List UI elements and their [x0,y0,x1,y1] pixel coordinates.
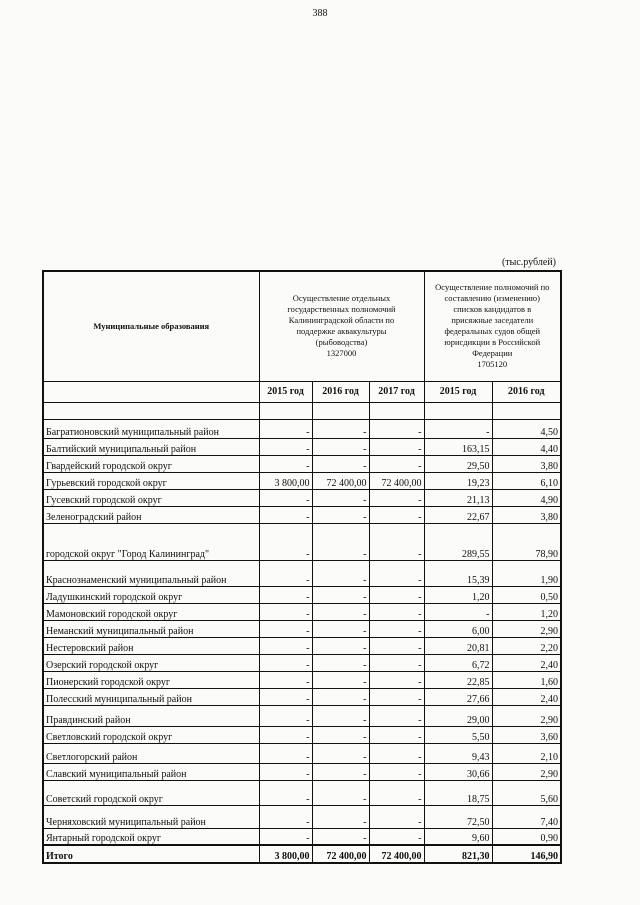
value-cell: - [312,438,369,455]
value-cell: 2,20 [492,637,561,654]
value-cell: - [312,726,369,743]
value-cell: - [312,523,369,560]
value-cell: - [312,560,369,586]
value-cell: - [259,603,312,620]
value-cell: 22,85 [424,671,492,688]
value-cell: - [369,586,424,603]
municipality-name: городской округ "Город Калининград" [43,523,259,560]
page-number: 388 [312,8,328,19]
value-cell: 2,90 [492,620,561,637]
table-row [43,620,561,637]
value-cell: 27,66 [424,688,492,705]
table-row [43,419,561,438]
value-cell: - [369,743,424,763]
value-cell: - [259,688,312,705]
value-cell: 1,20 [492,603,561,620]
value-cell: 3,80 [492,455,561,472]
value-cell: - [259,763,312,780]
value-cell: - [312,489,369,506]
value-cell: 1,60 [492,671,561,688]
value-cell: - [369,620,424,637]
value-cell: - [259,455,312,472]
total-cell: 821,30 [424,845,492,863]
value-cell: - [312,780,369,805]
value-cell: - [259,438,312,455]
value-cell: - [369,763,424,780]
value-cell: - [369,506,424,523]
value-cell: - [312,637,369,654]
table-header-row [43,271,561,381]
value-cell: 0,90 [492,828,561,845]
value-cell: - [369,688,424,705]
value-cell: - [369,805,424,828]
value-cell: - [312,506,369,523]
value-cell: 1,90 [492,560,561,586]
value-cell: - [312,671,369,688]
value-cell: - [369,726,424,743]
value-cell: 4,90 [492,489,561,506]
value-cell: - [312,828,369,845]
value-cell: 19,23 [424,472,492,489]
value-cell: - [259,586,312,603]
value-cell: - [369,671,424,688]
value-cell: 72,50 [424,805,492,828]
value-cell: - [312,455,369,472]
value-cell: - [369,560,424,586]
value-cell: 289,55 [424,523,492,560]
table-row [43,438,561,455]
value-cell: 2,40 [492,688,561,705]
municipality-name: Светлогорский район [43,743,259,763]
value-cell: 18,75 [424,780,492,805]
municipality-name: Гусевский городской округ [43,489,259,506]
table-row [43,705,561,726]
municipality-name: Нестеровский район [43,637,259,654]
value-cell: - [369,438,424,455]
value-cell: - [369,489,424,506]
value-cell: - [259,620,312,637]
value-cell: 2,90 [492,763,561,780]
table-row [43,763,561,780]
municipality-name: Пионерский городской округ [43,671,259,688]
total-cell: 72 400,00 [312,845,369,863]
value-cell: - [259,726,312,743]
value-cell: 5,50 [424,726,492,743]
value-cell: - [369,705,424,726]
value-cell: - [259,671,312,688]
value-cell: - [369,828,424,845]
value-cell: 30,66 [424,763,492,780]
value-cell: 2,40 [492,654,561,671]
year-header: 2016 год [492,381,561,402]
value-cell: 9,60 [424,828,492,845]
total-cell: 72 400,00 [369,845,424,863]
aquaculture-header: Осуществление отдельных государственных полномочий Калининградской области по поддержке аквакультуры (рыбоводства) 1327000 [259,271,424,381]
total-row [43,845,561,863]
jurors-header: Осуществление полномочий по составлению (изменению) списков кандидатов в присяжные заседатели федеральных судов общей юрисдикции в Российской Федерации 1705120 [424,271,561,381]
value-cell: 20,81 [424,637,492,654]
value-cell: - [424,419,492,438]
value-cell: - [312,763,369,780]
total-cell: 3 800,00 [259,845,312,863]
year-header: 2015 год [259,381,312,402]
municipality-name: Озерский городской округ [43,654,259,671]
year-header: 2015 год [424,381,492,402]
value-cell: 4,40 [492,438,561,455]
value-cell: 0,50 [492,586,561,603]
value-cell: 1,20 [424,586,492,603]
municipality-name: Неманский муниципальный район [43,620,259,637]
value-cell: - [259,637,312,654]
year-header: 2017 год [369,381,424,402]
value-cell: - [259,828,312,845]
table-row [43,654,561,671]
municipality-name: Славский муниципальный район [43,763,259,780]
municipality-name: Балтийский муниципальный район [43,438,259,455]
value-cell: 3 800,00 [259,472,312,489]
value-cell: 6,10 [492,472,561,489]
value-cell: - [369,780,424,805]
units-label: (тыс.рублей) [501,257,556,268]
table-row [43,472,561,489]
table-row [43,726,561,743]
value-cell: - [312,654,369,671]
value-cell: 78,90 [492,523,561,560]
municipality-name: Мамоновский городской округ [43,603,259,620]
table-row [43,671,561,688]
table-row [43,743,561,763]
value-cell: - [259,743,312,763]
municipality-name: Советский городской округ [43,780,259,805]
value-cell: - [312,419,369,438]
total-cell: 146,90 [492,845,561,863]
value-cell: - [312,688,369,705]
table-row [43,455,561,472]
value-cell: 7,40 [492,805,561,828]
municipality-name: Светловский городской округ [43,726,259,743]
spacer-row [43,402,561,419]
value-cell: - [259,489,312,506]
value-cell: 15,39 [424,560,492,586]
municipality-name: Гвардейский городской округ [43,455,259,472]
table-row [43,688,561,705]
value-cell: 6,00 [424,620,492,637]
value-cell: - [259,419,312,438]
table-body [43,419,561,845]
table-row [43,489,561,506]
municipality-name: Черняховский муниципальный район [43,805,259,828]
value-cell: 163,15 [424,438,492,455]
value-cell: - [369,654,424,671]
years-blank [43,381,259,402]
subsidy-table [42,270,562,864]
value-cell: - [312,620,369,637]
municipality-name: Полесский муниципальный район [43,688,259,705]
municipality-name: Ладушкинский городской округ [43,586,259,603]
value-cell: - [312,603,369,620]
municipality-name: Правдинский район [43,705,259,726]
value-cell: - [312,586,369,603]
value-cell: - [369,419,424,438]
table-row [43,780,561,805]
value-cell: 6,72 [424,654,492,671]
value-cell: 21,13 [424,489,492,506]
value-cell: 72 400,00 [369,472,424,489]
table-row [43,805,561,828]
value-cell: 3,80 [492,506,561,523]
value-cell: 29,50 [424,455,492,472]
years-row [43,381,561,402]
value-cell: - [369,637,424,654]
year-header: 2016 год [312,381,369,402]
value-cell: 2,90 [492,705,561,726]
municipality-name: Краснознаменский муниципальный район [43,560,259,586]
value-cell: - [312,743,369,763]
municipality-header: Муниципальные образования [43,271,259,381]
total-label: Итого [43,845,259,863]
value-cell: 22,67 [424,506,492,523]
value-cell: - [369,523,424,560]
value-cell: 4,50 [492,419,561,438]
value-cell: - [259,705,312,726]
value-cell: - [259,805,312,828]
value-cell: - [259,560,312,586]
value-cell: - [369,603,424,620]
value-cell: 5,60 [492,780,561,805]
value-cell: - [259,506,312,523]
municipality-name: Багратионовский муниципальный район [43,419,259,438]
table-row [43,603,561,620]
value-cell: - [424,603,492,620]
value-cell: - [312,705,369,726]
value-cell: - [259,523,312,560]
value-cell: - [259,780,312,805]
table-row [43,637,561,654]
value-cell: 2,10 [492,743,561,763]
table-row [43,506,561,523]
value-cell: 72 400,00 [312,472,369,489]
municipality-name: Зеленоградский район [43,506,259,523]
value-cell: 29,00 [424,705,492,726]
table-row [43,586,561,603]
municipality-name: Гурьевский городской округ [43,472,259,489]
value-cell: 9,43 [424,743,492,763]
table-row [43,560,561,586]
municipality-name: Янтарный городской округ [43,828,259,845]
table-row [43,523,561,560]
value-cell: - [369,455,424,472]
value-cell: 3,60 [492,726,561,743]
value-cell: - [312,805,369,828]
value-cell: - [259,654,312,671]
table-row [43,828,561,845]
